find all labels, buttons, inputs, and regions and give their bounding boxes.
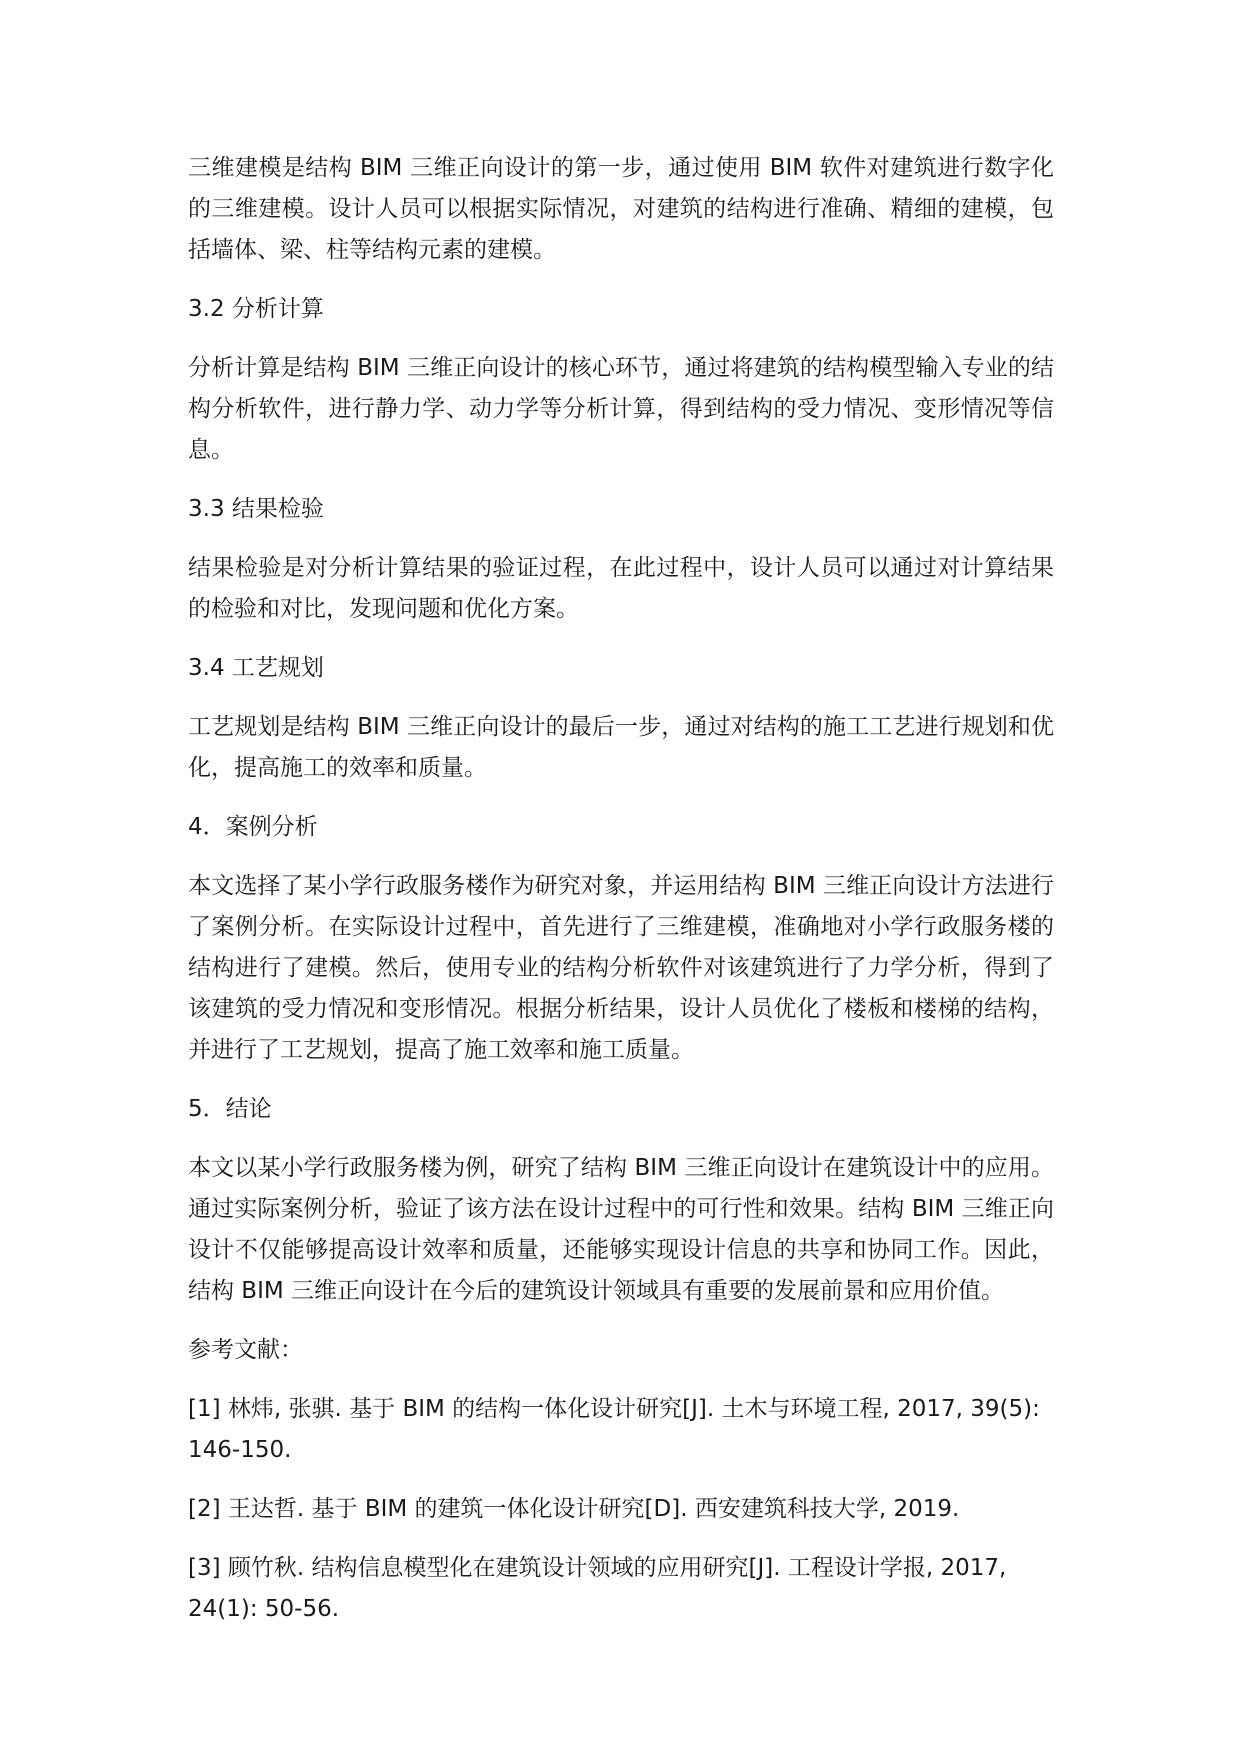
paragraph-analysis: 分析计算是结构 BIM 三维正向设计的核心环节，通过将建筑的结构模型输入专业的结构分析软件，进行静力学、动力学等分析计算，得到结构的受力情况、变形情况等信息。 xyxy=(188,355,1054,463)
paragraph-3d-modeling: 三维建模是结构 BIM 三维正向设计的第一步，通过使用 BIM 软件对建筑进行数字化的三维建模。设计人员可以根据实际情况，对建筑的结构进行准确、精细的建模，包括墙体、梁、柱等结构元素的建模。 xyxy=(188,155,1054,263)
section-heading-4: 4．案例分析 xyxy=(188,814,318,840)
document-page xyxy=(188,148,1054,1648)
section-heading-3-3: 3.3 结果检验 xyxy=(188,496,324,522)
reference-item: [1] 林炜, 张骐. 基于 BIM 的结构一体化设计研究[J]. 土木与环境工程, 2017, 39(5): 146-150. xyxy=(188,1396,1040,1463)
paragraph-verification: 结果检验是对分析计算结果的验证过程，在此过程中，设计人员可以通过对计算结果的检验和对比，发现问题和优化方案。 xyxy=(188,555,1054,622)
references-heading: 参考文献： xyxy=(188,1337,303,1363)
section-heading-5: 5．结论 xyxy=(188,1096,272,1122)
paragraph-process-planning: 工艺规划是结构 BIM 三维正向设计的最后一步，通过对结构的施工工艺进行规划和优化，提高施工的效率和质量。 xyxy=(188,714,1054,781)
reference-item: [3] 顾竹秋. 结构信息模型化在建筑设计领域的应用研究[J]. 工程设计学报, 2017, 24(1): 50-56. xyxy=(188,1555,1007,1622)
paragraph-conclusion: 本文以某小学行政服务楼为例，研究了结构 BIM 三维正向设计在建筑设计中的应用。通过实际案例分析，验证了该方法在设计过程中的可行性和效果。结构 BIM 三维正向设计不仅能够提高设计效率和质量，还能够实现设计信息的共享和协同工作。因此，结构 BIM 三维正向设计在今后的建筑设计领域具有重要的发展前景和应用价值。 xyxy=(188,1155,1054,1304)
paragraph-case-study: 本文选择了某小学行政服务楼作为研究对象，并运用结构 BIM 三维正向设计方法进行了案例分析。在实际设计过程中，首先进行了三维建模，准确地对小学行政服务楼的结构进行了建模。然后，使用专业的结构分析软件对该建筑进行了力学分析，得到了该建筑的受力情况和变形情况。根据分析结果，设计人员优化了楼板和楼梯的结构，并进行了工艺规划，提高了施工效率和施工质量。 xyxy=(188,873,1054,1063)
reference-list xyxy=(188,1389,1054,1630)
section-heading-3-2: 3.2 分析计算 xyxy=(188,296,324,322)
reference-item: [2] 王达哲. 基于 BIM 的建筑一体化设计研究[D]. 西安建筑科技大学, 2019. xyxy=(188,1496,960,1522)
section-heading-3-4: 3.4 工艺规划 xyxy=(188,655,324,681)
